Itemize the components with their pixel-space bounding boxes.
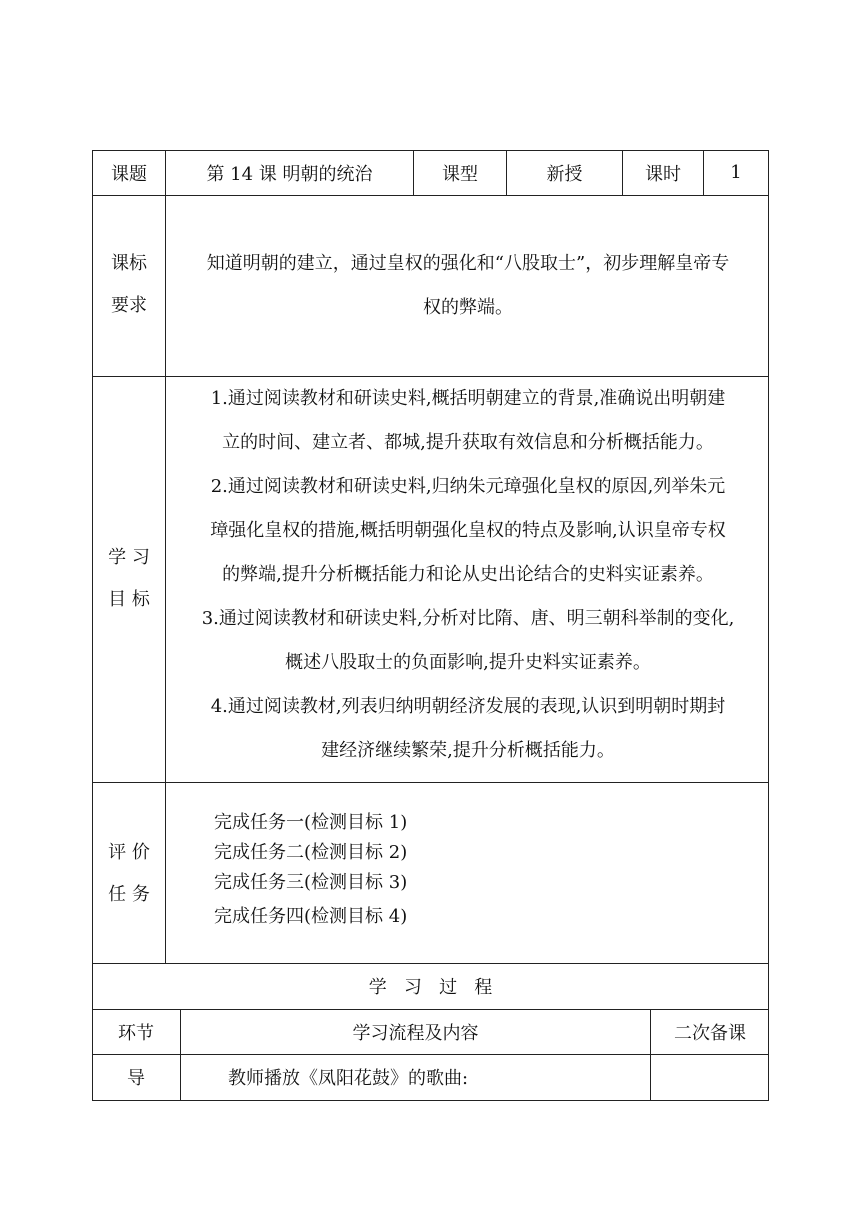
hours-label: 课时 xyxy=(645,163,681,185)
objectives-label xyxy=(92,537,166,621)
standard-label xyxy=(92,243,166,327)
type-value: 新授 xyxy=(546,163,583,185)
topic-label: 课题 xyxy=(111,163,147,185)
hours-value: 1 xyxy=(730,162,742,183)
objective-line: 立的时间、建立者、都城,提升获取有效信息和分析概括能力。 xyxy=(222,432,714,453)
standard-line: 知道明朝的建立，通过皇权的强化和“八股取士”，初步理解皇帝专 xyxy=(206,253,730,274)
evaluation-label xyxy=(92,832,166,916)
topic-value: 第 14 课 明朝的统治 xyxy=(206,163,373,185)
type-label: 课型 xyxy=(442,163,478,185)
process-row-content: 教师播放《凤阳花鼓》的歌曲: xyxy=(228,1068,469,1089)
evaluation-label-line1: 评 价 xyxy=(108,842,150,863)
objective-line: 璋强化皇权的措施,概括明朝强化皇权的特点及影响,认识皇帝专权 xyxy=(210,520,726,541)
evaluation-task: 完成任务二(检测目标 2) xyxy=(214,842,408,863)
evaluation-task: 完成任务四(检测目标 4) xyxy=(214,906,408,927)
row-divider xyxy=(92,195,769,196)
standard-label-line2: 要求 xyxy=(111,295,147,316)
evaluation-task-list xyxy=(214,808,407,932)
objectives-text xyxy=(172,377,764,773)
evaluation-label-line2: 任 务 xyxy=(108,884,150,905)
process-col-content: 学习流程及内容 xyxy=(352,1022,479,1044)
process-row-stage: 导 xyxy=(127,1068,145,1089)
row-divider xyxy=(92,782,769,783)
objective-line: 1.通过阅读教材和研读史料,概括明朝建立的背景,准确说出明朝建 xyxy=(210,388,726,409)
process-title: 学 习 过 程 xyxy=(368,977,493,998)
objectives-label-line1: 学 习 xyxy=(108,547,150,568)
evaluation-task: 完成任务一(检测目标 1) xyxy=(214,812,408,833)
standard-line: 权的弊端。 xyxy=(423,297,513,318)
process-col-prep: 二次备课 xyxy=(674,1022,746,1044)
objective-line: 的弊端,提升分析概括能力和论从史出论结合的史料实证素养。 xyxy=(222,564,714,585)
standard-label-line1: 课标 xyxy=(111,253,147,274)
standard-text xyxy=(173,242,763,330)
objective-line: 概述八股取士的负面影响,提升史料实证素养。 xyxy=(285,652,651,673)
objective-line: 4.通过阅读教材,列表归纳明朝经济发展的表现,认识到明朝时期封 xyxy=(210,696,726,717)
objective-line: 2.通过阅读教材和研读史料,归纳朱元璋强化皇权的原因,列举朱元 xyxy=(210,476,726,497)
objective-line: 建经济继续繁荣,提升分析概括能力。 xyxy=(321,740,615,761)
evaluation-task: 完成任务三(检测目标 3) xyxy=(214,872,408,893)
process-col-stage: 环节 xyxy=(118,1022,154,1044)
objective-line: 3.通过阅读教材和研读史料,分析对比隋、唐、明三朝科举制的变化, xyxy=(201,608,735,629)
objectives-label-line2: 目 标 xyxy=(108,589,150,610)
